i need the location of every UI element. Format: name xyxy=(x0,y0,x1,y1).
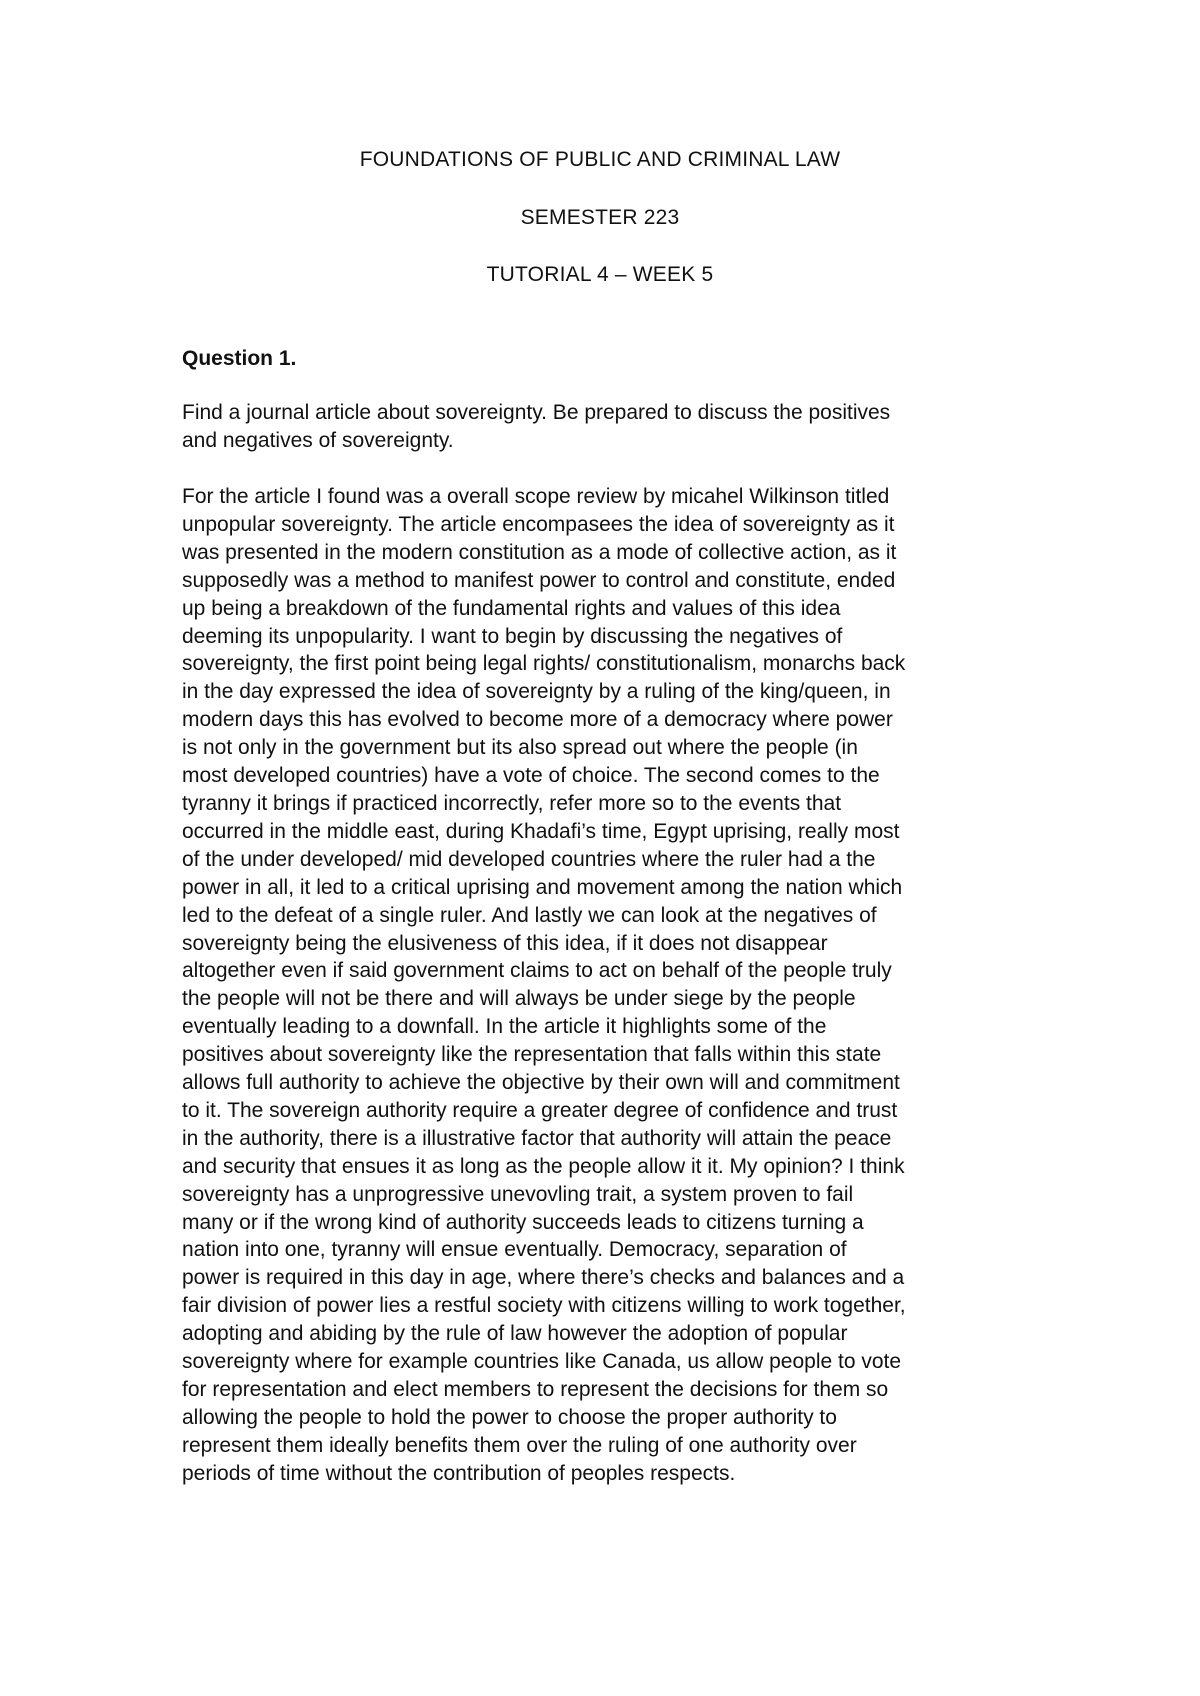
question-heading: Question 1. xyxy=(182,347,297,370)
question-prompt: Find a journal article about sovereignty. Be prepared to discuss the positives and negatives of sovereignty. xyxy=(182,401,891,452)
tutorial-heading: TUTORIAL 4 – WEEK 5 xyxy=(486,263,714,286)
semester-heading: SEMESTER 223 xyxy=(520,206,680,229)
document-title: FOUNDATIONS OF PUBLIC AND CRIMINAL LAW xyxy=(359,148,841,171)
answer-paragraph: For the article I found was a overall scope review by micahel Wilkinson titled unpopular sovereignty. The article encompasees the idea of sovereignty as it was presented in the modern constitution as a mode of collective action, as it supposedly was a method to manifest power to control and constitute, ended up being a breakdown of the fundamental rights and values of this idea deeming its unpopularity. I want to begin by discussing the negatives of sovereignty, the first point being legal rights/ constitutionalism, monarchs back in the day expressed the idea of sovereignty by a ruling of the king/queen, in modern days this has evolved to become more of a democracy where power is not only in the government but its also spread out where the people (in most developed countries) have a vote of choice. The second comes to the tyranny it brings if practiced incorrectly, refer more so to the events that occurred in the middle east, during Khadafi’s time, Egypt uprising, really most of the under developed/ mid developed countries where the ruler had a the power in all, it led to a critical uprising and movement among the nation which led to the defeat of a single ruler. And lastly we can look at the negatives of sovereignty being the elusiveness of this idea, if it does not disappear altogether even if said government claims to act on behalf of the people truly the people will not be there and will always be under siege by the people eventually leading to a downfall. In the article it highlights some of the positives about sovereignty like the representation that falls within this state allows full authority to achieve the objective by their own will and commitment to it. The sovereign authority require a greater degree of confidence and trust in the authority, there is a illustrative factor that authority will attain the peace and security that ensues it as long as the people allow it it. My opinion? I think sovereignty has a unprogressive unevovling trait, a system proven to fail many or if the wrong kind of authority succeeds leads to citizens turning a nation into one, tyranny will ensue eventually. Democracy, separation of power is required in this day in age, where there’s checks and balances and a fair division of power lies a restful society with citizens willing to work together, adopting and abiding by the rule of law however the adoption of popular sovereignty where for example countries like Canada, us allow people to vote for representation and elect members to represent the decisions for them so allowing the people to hold the power to choose the proper authority to represent them ideally benefits them over the ruling of one authority over periods of time without the contribution of peoples respects. xyxy=(182,485,906,1485)
